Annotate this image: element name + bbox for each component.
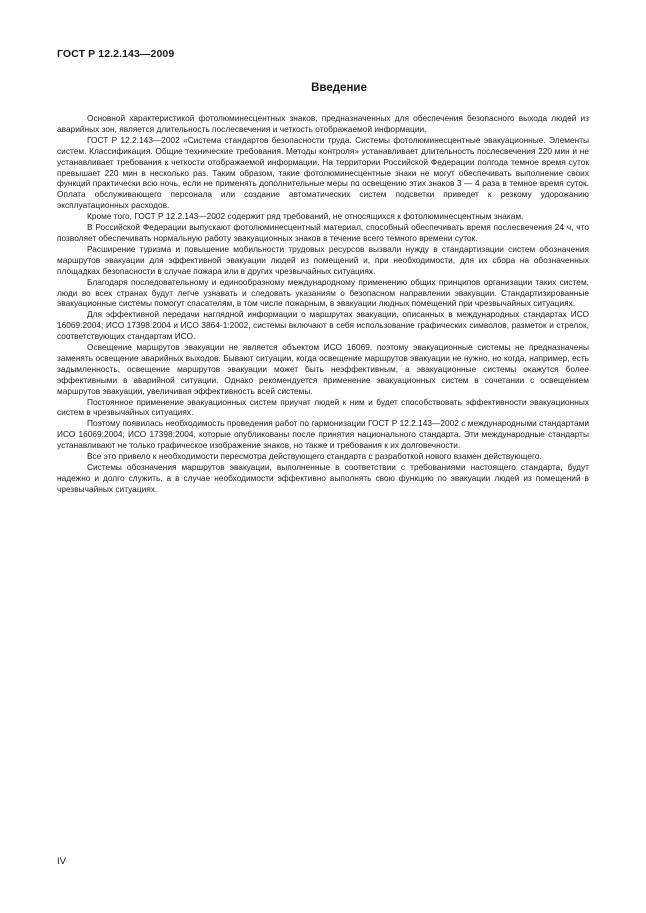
paragraph: Системы обозначения маршрутов эвакуации, выполненные в соответствии с требованиями настоящего стандарта, будут надежно и долго служить, а в случае необходимости эффективно выполнять свою функцию по эвакуации людей из помещений в чрезвычайных ситуациях. [57, 462, 589, 494]
section-title: Введение [311, 82, 367, 94]
paragraph: Постоянное применение эвакуационных систем приучат людей к ним и будет способствовать эффективности эвакуационных систем в чрезвычайных ситуациях. [57, 396, 589, 418]
paragraph: Поэтому появилась необходимость проведения работ по гармонизации ГОСТ Р 12.2.143—2002 с международными стандартами ИСО 16069:2004; ИСО 17398:2004, которые опубликованы после принятия национального стандарта. Эти международные стандарты устанавливают не только графическое изображение знаков, но также и требования к их долговечности. [57, 418, 589, 451]
paragraph: ГОСТ Р 12.2.143—2002 «Система стандартов безопасности труда. Системы фотолюминесцентные эвакуационные. Элементы систем. Классификация. Общие технические требования. Методы контроля» устанавливает длительность послесвечения 220 мин и не устанавливает требования к четкости отображаемой информации. На территории Российской Федерации полгода темное время суток превышает 220 мин в несколько раз. Таким образом, такие фотолюминесцентные знаки не могут обеспечивать выполнение своих функций практически всю ночь, если не применять дополнительные меры по освещению этих знаков 3 — 4 раза в темное время суток. Оплата обслуживающего персонала или создание автоматических систем подсветки приведет к резкому удорожанию эксплуатационных расходов. [57, 134, 589, 211]
paragraph: Для эффективной передачи наглядной информации о маршрутах эвакуации, описанных в международных стандартах ИСО 16069:2004; ИСО 17398:2004 и ИСО 3864-1:2002, системы включают в себя использование графических символов, разметок и стрелок, соответствующих стандартам ИСО. [57, 309, 589, 342]
paragraph: Освещение маршрутов эвакуации не является объектом ИСО 16069, поэтому эвакуационные системы не предназначены заменять освещение аварийных выходов. Бывают ситуации, когда освещение маршрутов эвакуации не нужно, но когда, например, есть задымленность, освещение маршрутов эвакуации может быть неэффективным, а эвакуационные системы окажутся более эффективными в аварийной ситуации. Однако рекомендуется применение эвакуационных систем в сочетании с освещением маршрутов эвакуации, увеличивая эффективность всей системы. [57, 342, 589, 396]
paragraph: Все это привело к необходимости пересмотра действующего стандарта с разработкой нового взамен действующего. [87, 451, 542, 462]
body-text [57, 113, 589, 495]
paragraph: Расширение туризма и повышение мобильности трудовых ресурсов вызвали нужду в стандартизации систем обозначения маршрутов эвакуации для эффективной эвакуации людей из помещений и, при необходимости, для их сбора на обозначенных площадках безопасности в случае пожара или в других чрезвычайных ситуациях. [57, 243, 589, 276]
paragraph: Основной характеристикой фотолюминесцентных знаков, предназначенных для обеспечения безопасного выхода людей из аварийных зон, является длительность послесвечения и четкость отображаемой информации. [57, 113, 589, 134]
page-number: IV [57, 856, 66, 867]
document-code-header: ГОСТ Р 12.2.143—2009 [57, 48, 175, 60]
paragraph: В Российской Федерации выпускают фотолюминесцентный материал, способный обеспечивать время послесвечения 24 ч, что позволяет обеспечивать нормальную работу эвакуационных знаков в течение всего темного времени суток. [57, 222, 589, 243]
paragraph: Кроме того, ГОСТ Р 12.2.143—2002 содержит ряд требований, не относящихся к фотолюминесцентным знакам. [87, 211, 524, 222]
paragraph: Благодаря последовательному и единообразному международному применению общих принципов организации таких систем, люди во всех странах будут легче узнавать и следовать указаниям о безопасном направлении эвакуации. Стандартизированные эвакуационные системы помогут спасателям, в том числе пожарным, в эвакуации людных помещений при чрезвычайных ситуациях. [57, 276, 589, 309]
